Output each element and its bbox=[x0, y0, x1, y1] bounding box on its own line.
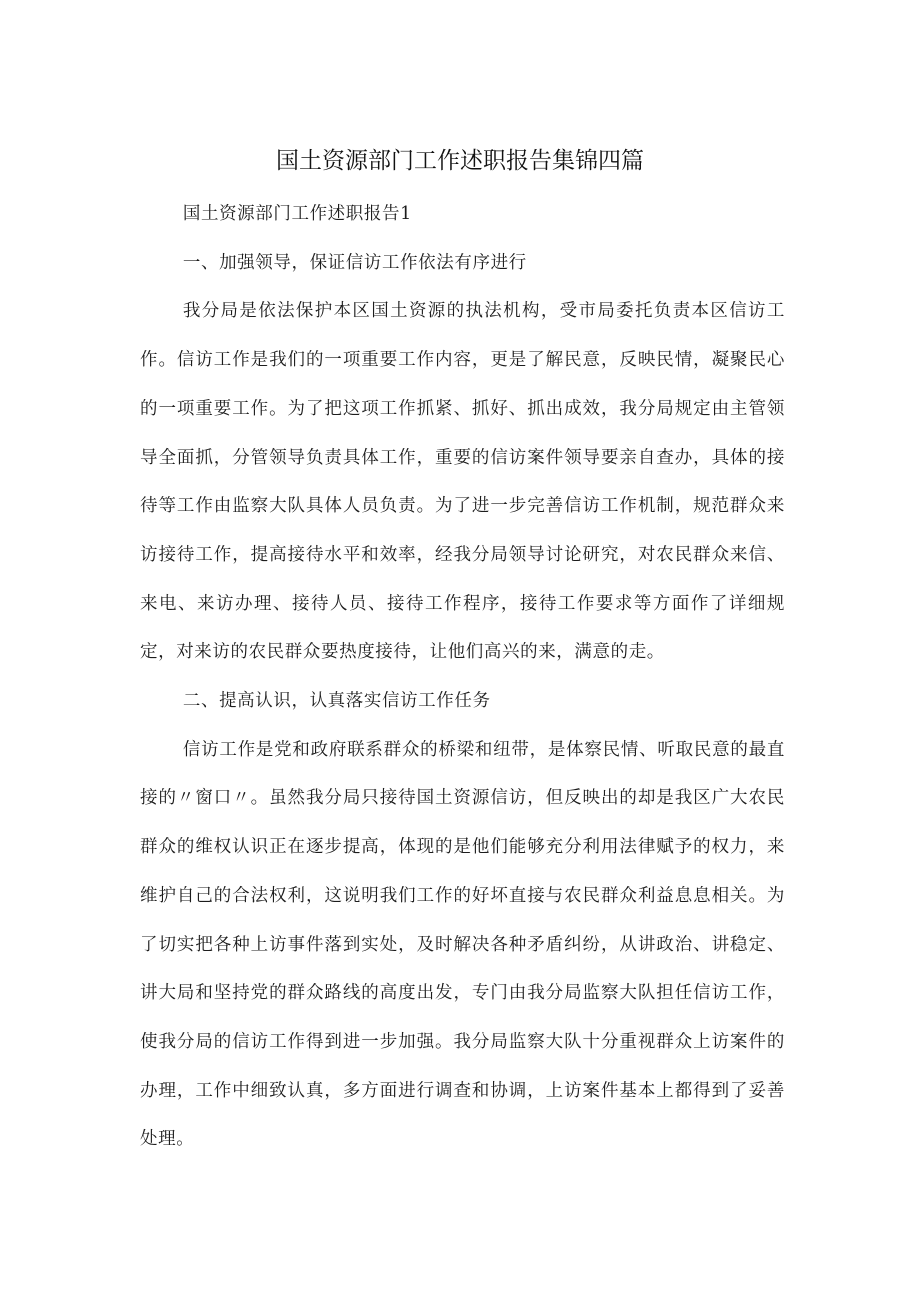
section-heading-1: 一、加强领导，保证信访工作依法有序进行 bbox=[182, 252, 527, 273]
document-body bbox=[140, 190, 785, 1164]
section-heading-2: 二、提高认识，认真落实信访工作任务 bbox=[182, 691, 491, 712]
section-paragraph-2: 信访工作是党和政府联系群众的桥梁和纽带，是体察民情、听取民意的最直接的〃窗口〃。虽然我分局只接待国土资源信访，但反映出的却是我区广大农民群众的维权认识正在逐步提高，体现的是他们能够充分利用法律赋予的权力，来维护自己的合法权利，这说明我们工作的好坏直接与农民群众利益息息相关。为了切实把各种上访事件落到实处，及时解决各种矛盾纠纷，从讲政治、讲稳定、讲大局和坚持党的群众路线的高度出发，专门由我分局监察大队担任信访工作，使我分局的信访工作得到进一步加强。我分局监察大队十分重视群众上访案件的办理，工作中细致认真，多方面进行调查和协调，上访案件基本上都得到了妥善处理。 bbox=[140, 739, 785, 1150]
section-paragraph-1: 我分局是依法保护本区国土资源的执法机构，受市局委托负责本区信访工作。信访工作是我们的一项重要工作内容，更是了解民意，反映民情，凝聚民心的一项重要工作。为了把这项工作抓紧、抓好、抓出成效，我分局规定由主管领导全面抓，分管领导负责具体工作，重要的信访案件领导要亲自查办，具体的接待等工作由监察大队具体人员负责。为了进一步完善信访工作机制，规范群众来访接待工作，提高接待水平和效率，经我分局领导讨论研究，对农民群众来信、来电、来访办理、接待人员、接待工作程序，接待工作要求等方面作了详细规定，对来访的农民群众要热度接待，让他们高兴的来，满意的走。 bbox=[140, 301, 785, 663]
report-subtitle: 国土资源部门工作述职报告1 bbox=[182, 204, 412, 224]
document-title: 国土资源部门工作述职报告集锦四篇 bbox=[276, 148, 644, 174]
